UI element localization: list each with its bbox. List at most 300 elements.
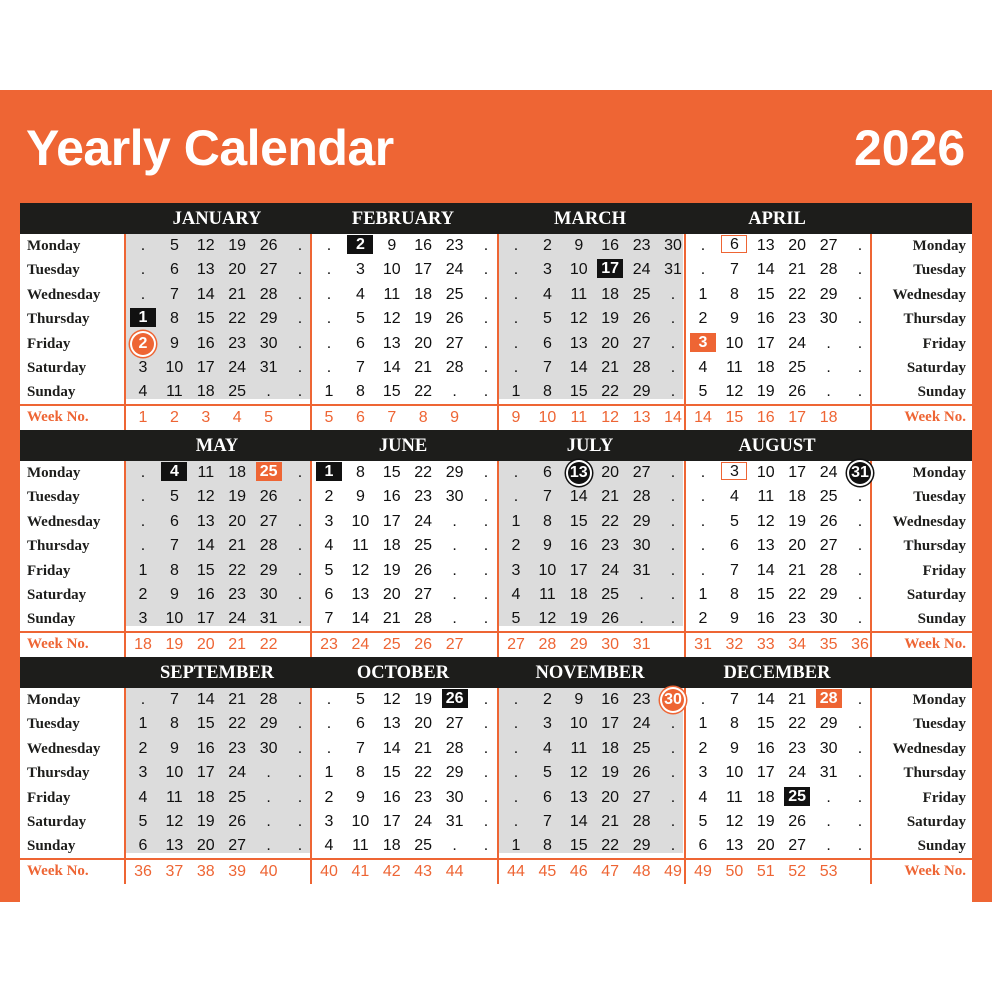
empty-day-dot: . — [857, 837, 863, 855]
empty-day-dot: . — [452, 512, 457, 530]
empty-day-dot: . — [513, 237, 519, 254]
empty-day-dot: . — [513, 261, 519, 279]
day-cell: 9 — [542, 537, 552, 555]
day-cell: 11 — [570, 285, 588, 303]
day-cell: 16 — [382, 788, 401, 806]
day-cell: 29 — [819, 586, 838, 603]
day-cell: 14 — [756, 561, 775, 579]
weekday-label: Saturday — [906, 360, 966, 376]
highlighted-day: 2 — [347, 235, 373, 254]
month-name: SEPTEMBER — [159, 663, 275, 683]
day-cell: 22 — [414, 464, 433, 481]
day-cell — [718, 461, 750, 485]
empty-day-dot: . — [452, 610, 457, 628]
day-cell: 16 — [196, 586, 215, 603]
week-number: 36 — [134, 862, 152, 880]
empty-day-dot: . — [670, 610, 676, 628]
weekday-label: Saturday — [906, 814, 966, 830]
day-cell: 15 — [569, 837, 588, 855]
day-cell: 26 — [788, 813, 807, 830]
empty-day-dot: . — [297, 488, 303, 506]
day-cell: 9 — [729, 310, 739, 328]
day-cell — [313, 461, 345, 485]
highlighted-day: 1 — [316, 462, 342, 481]
empty-day-dot: . — [670, 310, 676, 328]
empty-day-dot: . — [857, 285, 863, 303]
day-cell: 18 — [756, 788, 775, 806]
week-number: 9 — [450, 408, 460, 426]
day-cell: 7 — [169, 537, 179, 555]
day-cell: 29 — [259, 561, 278, 579]
day-cell: 17 — [196, 610, 215, 628]
day-cell: 17 — [756, 764, 775, 782]
week-number: 14 — [694, 408, 712, 426]
highlighted-day: 4 — [161, 462, 187, 481]
empty-day-dot: . — [826, 788, 831, 806]
day-cell: 26 — [445, 310, 464, 328]
empty-day-dot: . — [483, 837, 489, 855]
day-cell: 18 — [228, 464, 247, 481]
empty-day-dot: . — [670, 788, 676, 806]
day-cell: 9 — [574, 237, 584, 254]
week-number: 13 — [632, 408, 651, 426]
weekday-label: Monday — [27, 692, 81, 708]
weekday-label: Wednesday — [892, 740, 966, 757]
day-cell: 8 — [542, 512, 552, 530]
day-cell: 17 — [756, 334, 775, 352]
day-cell: 6 — [729, 537, 739, 555]
week-number-label: Week No. — [27, 635, 89, 652]
empty-day-dot: . — [297, 561, 303, 579]
highlighted-day: 13 — [568, 462, 590, 484]
weekday-label: Friday — [922, 789, 966, 806]
day-cell: 8 — [355, 383, 365, 401]
day-cell: 6 — [169, 261, 179, 279]
day-cell: 1 — [324, 764, 334, 782]
day-cell: 15 — [196, 715, 215, 733]
week-number: 31 — [632, 635, 651, 653]
day-cell: 18 — [196, 383, 215, 401]
day-cell: 5 — [169, 488, 179, 506]
day-cell: 18 — [788, 488, 807, 506]
empty-day-dot: . — [857, 610, 863, 628]
day-cell: 7 — [169, 285, 179, 303]
weekday-label: Thursday — [903, 765, 966, 782]
day-cell: 8 — [355, 764, 365, 782]
empty-day-dot: . — [513, 285, 519, 303]
day-cell: 19 — [569, 610, 588, 628]
day-cell: 16 — [756, 610, 775, 628]
day-cell: 15 — [569, 512, 588, 530]
day-cell: 2 — [698, 610, 708, 628]
week-number: 14 — [664, 408, 682, 426]
weekday-label: Wednesday — [27, 286, 101, 303]
weekday-label: Saturday — [27, 587, 87, 603]
empty-day-dot: . — [297, 764, 303, 782]
day-cell: 13 — [569, 788, 588, 806]
day-cell: 6 — [542, 334, 552, 352]
day-cell: 13 — [756, 237, 775, 254]
day-cell: 16 — [414, 237, 433, 254]
week-number: 47 — [601, 862, 620, 880]
day-cell: 15 — [569, 383, 588, 401]
week-number-label: Week No. — [27, 862, 89, 879]
day-cell: 11 — [352, 837, 369, 855]
empty-day-dot: . — [826, 837, 831, 855]
day-cell: 15 — [756, 715, 775, 733]
day-cell: 26 — [788, 383, 807, 401]
week-number: 40 — [259, 862, 278, 880]
day-cell: 28 — [632, 813, 651, 830]
empty-day-dot: . — [326, 334, 332, 352]
day-cell: 21 — [228, 691, 247, 708]
day-cell: 18 — [569, 586, 588, 603]
day-cell: 17 — [414, 261, 433, 279]
empty-day-dot: . — [297, 610, 303, 628]
day-cell: 21 — [788, 691, 807, 708]
month-name: AUGUST — [738, 436, 816, 456]
empty-day-dot: . — [826, 813, 831, 830]
day-cell: 6 — [169, 512, 179, 530]
day-cell: 16 — [569, 537, 588, 555]
empty-day-dot: . — [140, 512, 146, 530]
empty-day-dot: . — [700, 691, 706, 708]
empty-day-dot: . — [857, 261, 863, 279]
day-cell: 19 — [601, 310, 620, 328]
weekday-label: Saturday — [27, 360, 87, 376]
week-number: 36 — [851, 635, 869, 653]
day-cell: 4 — [729, 488, 739, 506]
day-cell: 10 — [538, 561, 557, 579]
day-cell: 18 — [196, 788, 215, 806]
week-number: 25 — [382, 635, 401, 653]
day-cell: 4 — [138, 788, 148, 806]
day-cell: 29 — [259, 310, 278, 328]
day-cell: 15 — [756, 586, 775, 603]
day-cell: 2 — [698, 739, 708, 757]
day-cell: 4 — [324, 837, 334, 855]
empty-day-dot: . — [297, 334, 303, 352]
page-title: Yearly Calendar — [26, 120, 394, 176]
weekday-label: Tuesday — [913, 262, 966, 279]
empty-day-dot: . — [857, 715, 863, 733]
day-cell — [687, 332, 719, 356]
day-cell: 21 — [414, 359, 433, 376]
day-cell: 18 — [414, 285, 433, 303]
empty-day-dot: . — [513, 788, 519, 806]
highlighted-day: 3 — [690, 333, 716, 352]
highlighted-day: 3 — [721, 462, 747, 480]
day-cell: 1 — [511, 837, 521, 855]
empty-day-dot: . — [483, 561, 489, 579]
empty-day-dot: . — [483, 715, 489, 733]
day-cell: 25 — [819, 488, 838, 506]
day-cell: 10 — [569, 261, 588, 279]
day-cell: 16 — [196, 334, 215, 352]
day-cell: 25 — [632, 739, 651, 757]
calendar-band — [20, 430, 972, 657]
empty-day-dot: . — [826, 334, 831, 352]
week-number: 44 — [507, 862, 525, 880]
day-cell: 31 — [445, 813, 464, 830]
day-cell: 19 — [414, 310, 433, 328]
empty-day-dot: . — [483, 285, 489, 303]
week-number: 32 — [725, 635, 744, 653]
highlighted-day: 28 — [816, 689, 842, 708]
day-cell: 17 — [601, 715, 620, 733]
day-cell: 1 — [511, 383, 521, 401]
day-cell: 5 — [698, 383, 708, 401]
day-cell: 22 — [601, 383, 620, 401]
day-cell: 27 — [632, 788, 651, 806]
empty-day-dot: . — [140, 537, 146, 555]
day-cell: 6 — [355, 715, 365, 733]
empty-day-dot: . — [326, 715, 332, 733]
day-cell: 22 — [414, 383, 433, 401]
week-number: 52 — [788, 862, 807, 880]
day-cell: 27 — [259, 261, 278, 279]
highlighted-day: 25 — [784, 787, 810, 806]
empty-day-dot: . — [670, 561, 676, 579]
day-cell: 9 — [729, 610, 739, 628]
day-cell: 30 — [819, 310, 838, 328]
day-cell: 27 — [819, 537, 838, 555]
day-cell: 28 — [259, 537, 278, 555]
day-cell: 4 — [542, 285, 552, 303]
day-cell: 1 — [698, 586, 708, 603]
day-cell: 4 — [511, 586, 521, 603]
day-cell: 8 — [169, 715, 179, 733]
day-cell: 22 — [414, 764, 433, 782]
week-number: 34 — [788, 635, 807, 653]
empty-day-dot: . — [483, 537, 489, 555]
weekday-label: Thursday — [903, 311, 966, 328]
week-number: 18 — [819, 408, 838, 426]
empty-day-dot: . — [483, 310, 489, 328]
day-cell: 5 — [138, 813, 148, 830]
day-cell: 23 — [632, 691, 651, 708]
day-cell — [813, 688, 845, 712]
day-cell: 15 — [382, 383, 401, 401]
day-cell: 5 — [542, 764, 552, 782]
day-cell: 7 — [355, 359, 365, 376]
day-cell: 15 — [196, 310, 215, 328]
empty-day-dot: . — [483, 610, 489, 628]
week-number-label: Week No. — [27, 408, 89, 425]
day-cell: 7 — [355, 739, 365, 757]
day-cell: 18 — [601, 285, 620, 303]
day-cell: 6 — [542, 464, 552, 481]
day-cell: 22 — [788, 586, 807, 603]
day-cell: 29 — [632, 837, 651, 855]
empty-day-dot: . — [700, 464, 706, 481]
day-cell: 3 — [511, 561, 521, 579]
week-number: 43 — [414, 862, 433, 880]
day-cell: 9 — [169, 586, 179, 603]
day-cell: 8 — [729, 715, 739, 733]
day-cell: 23 — [445, 237, 464, 254]
weekday-label: Wednesday — [27, 513, 101, 530]
weekday-label: Wednesday — [892, 286, 966, 303]
week-number: 23 — [320, 635, 338, 653]
empty-day-dot: . — [483, 788, 489, 806]
day-cell: 3 — [542, 715, 552, 733]
empty-day-dot: . — [452, 561, 457, 579]
day-cell: 4 — [324, 537, 334, 555]
day-cell: 26 — [632, 764, 651, 782]
day-cell: 10 — [351, 813, 370, 830]
day-cell: 20 — [196, 837, 215, 855]
week-number: 38 — [196, 862, 215, 880]
day-cell: 24 — [788, 334, 807, 352]
day-cell: 5 — [355, 691, 365, 708]
day-cell — [781, 786, 813, 810]
day-cell: 18 — [382, 837, 401, 855]
day-cell — [563, 461, 595, 485]
weekday-label: Sunday — [27, 838, 76, 855]
day-cell: 1 — [698, 285, 708, 303]
day-cell: 10 — [756, 464, 775, 481]
day-cell: 8 — [729, 586, 739, 603]
day-cell: 1 — [324, 383, 334, 401]
day-cell: 20 — [228, 512, 247, 530]
day-cell: 5 — [698, 813, 708, 830]
month-name: OCTOBER — [356, 663, 450, 683]
day-cell: 8 — [169, 561, 179, 579]
week-number: 35 — [819, 635, 838, 653]
day-cell: 5 — [355, 310, 365, 328]
day-cell: 22 — [228, 715, 247, 733]
day-cell: 15 — [756, 285, 775, 303]
empty-day-dot: . — [670, 837, 676, 855]
day-cell: 20 — [382, 586, 401, 603]
day-cell: 10 — [382, 261, 401, 279]
day-cell: 28 — [819, 261, 838, 279]
day-cell: 4 — [542, 739, 552, 757]
calendar-grid — [20, 203, 972, 974]
week-number: 27 — [507, 635, 525, 653]
day-cell: 11 — [352, 537, 369, 555]
empty-day-dot: . — [513, 464, 519, 481]
empty-day-dot: . — [297, 586, 303, 603]
week-number: 49 — [664, 862, 682, 880]
day-cell: 29 — [445, 764, 464, 782]
day-cell: 23 — [414, 488, 433, 506]
empty-day-dot: . — [513, 764, 519, 782]
day-cell: 2 — [324, 788, 334, 806]
month-name: FEBRUARY — [351, 209, 455, 229]
day-cell: 12 — [756, 512, 775, 530]
day-cell: 12 — [725, 383, 744, 401]
day-cell: 4 — [355, 285, 365, 303]
day-cell — [594, 258, 626, 282]
week-number: 46 — [569, 862, 588, 880]
day-cell: 21 — [228, 285, 247, 303]
empty-day-dot: . — [857, 359, 863, 376]
empty-day-dot: . — [326, 237, 332, 254]
day-cell: 16 — [601, 691, 620, 708]
empty-day-dot: . — [513, 310, 519, 328]
empty-day-dot: . — [140, 261, 146, 279]
day-cell: 2 — [138, 739, 148, 757]
week-number: 26 — [414, 635, 433, 653]
empty-day-dot: . — [513, 813, 519, 830]
day-cell: 24 — [819, 464, 838, 481]
empty-day-dot: . — [297, 383, 303, 401]
day-cell: 1 — [511, 512, 521, 530]
day-cell: 12 — [196, 488, 215, 506]
week-number: 41 — [351, 862, 370, 880]
empty-day-dot: . — [140, 464, 146, 481]
day-cell: 20 — [601, 788, 620, 806]
day-cell: 24 — [414, 512, 433, 530]
empty-day-dot: . — [140, 237, 146, 254]
week-number: 17 — [788, 408, 807, 426]
weekday-label: Monday — [912, 238, 966, 254]
day-cell: 21 — [788, 561, 807, 579]
day-cell: 25 — [228, 383, 247, 401]
day-cell: 26 — [632, 310, 651, 328]
empty-day-dot: . — [857, 561, 863, 579]
day-cell: 2 — [542, 691, 552, 708]
weekday-label: Tuesday — [913, 716, 966, 733]
day-cell: 13 — [569, 334, 588, 352]
weekday-label: Monday — [912, 692, 966, 708]
day-cell: 19 — [382, 561, 401, 579]
day-cell: 24 — [228, 610, 247, 628]
empty-day-dot: . — [857, 764, 863, 782]
empty-day-dot: . — [297, 285, 303, 303]
day-cell: 22 — [788, 285, 807, 303]
weekday-label: Sunday — [917, 384, 966, 401]
day-cell: 19 — [788, 512, 807, 530]
day-cell: 16 — [382, 488, 401, 506]
day-cell: 30 — [664, 237, 682, 254]
column-divider — [124, 688, 126, 884]
empty-day-dot: . — [670, 383, 676, 401]
weekday-label: Monday — [27, 465, 81, 481]
day-cell: 15 — [382, 764, 401, 782]
week-number: 37 — [165, 862, 184, 880]
week-number-label: Week No. — [904, 635, 966, 652]
week-number: 20 — [196, 635, 215, 653]
empty-day-dot: . — [483, 764, 489, 782]
empty-day-dot: . — [857, 310, 863, 328]
empty-day-dot: . — [140, 691, 146, 708]
empty-day-dot: . — [857, 488, 863, 506]
day-cell: 24 — [445, 261, 464, 279]
day-cell — [253, 461, 285, 485]
empty-day-dot: . — [297, 261, 303, 279]
day-cell: 31 — [259, 610, 278, 628]
empty-day-dot: . — [326, 359, 332, 376]
week-number: 15 — [725, 408, 744, 426]
weekday-label: Thursday — [27, 311, 90, 328]
weekday-label: Tuesday — [27, 262, 80, 279]
day-cell: 10 — [569, 715, 588, 733]
day-cell: 7 — [729, 691, 739, 708]
day-cell: 27 — [632, 334, 651, 352]
day-cell: 10 — [165, 359, 184, 376]
day-cell — [844, 461, 876, 485]
day-cell: 17 — [788, 464, 807, 481]
empty-day-dot: . — [700, 512, 706, 530]
month-name: JUNE — [378, 436, 428, 456]
day-cell: 24 — [414, 813, 433, 830]
day-cell: 2 — [542, 237, 552, 254]
day-cell: 26 — [259, 237, 278, 254]
empty-day-dot: . — [857, 334, 863, 352]
